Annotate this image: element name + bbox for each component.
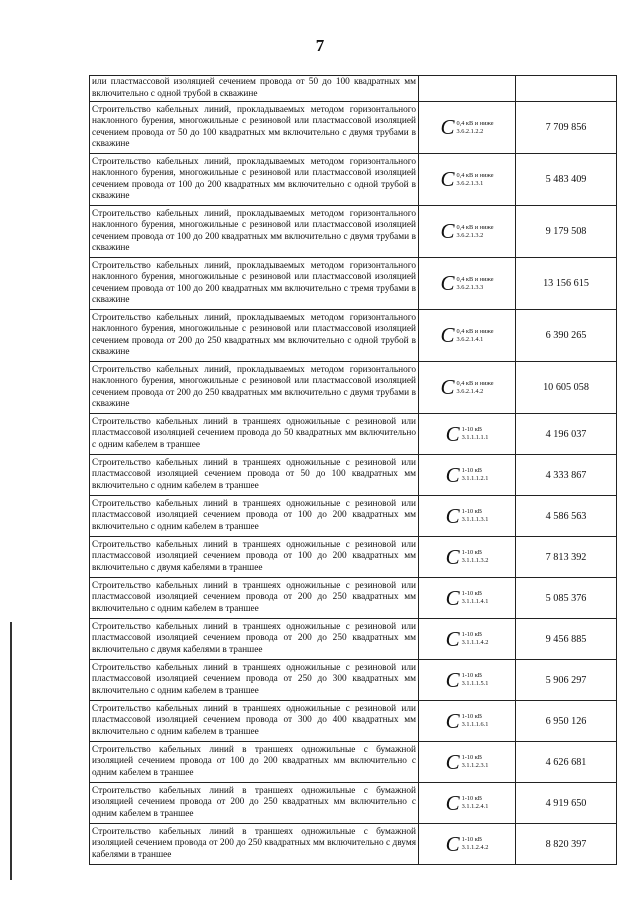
row-description: Строительство кабельных линий в траншеях одножильные с бумажной изоляцией сечением провода от 200 до 250 квадратных мм включительно с одним кабелем в траншее	[90, 783, 419, 824]
rate-indices	[462, 590, 489, 606]
table-row	[90, 258, 617, 310]
rate-code	[421, 585, 513, 610]
voltage-class: 1-10 кВ	[461, 754, 483, 761]
row-description: Строительство кабельных линий, прокладываемых методом горизонтального наклонного бурения, многожильные с резиновой или пластмассовой изоляцией сечением провода от 100 до 200 квадратных мм включительно с тремя трубами в скважине	[90, 258, 419, 310]
rate-code-cell	[419, 660, 516, 701]
table-row	[90, 578, 617, 619]
table-row	[90, 362, 617, 414]
rate-value: 8 820 397	[516, 824, 617, 865]
rate-code	[421, 273, 513, 294]
rate-value: 4 333 867	[516, 455, 617, 496]
rate-symbol: C	[440, 115, 455, 139]
voltage-class: 1-10 кВ	[461, 672, 483, 679]
rate-indices	[462, 672, 489, 688]
rate-indices	[462, 713, 489, 729]
rate-value: 9 456 885	[516, 619, 617, 660]
voltage-class: 0,4 кВ и ниже	[456, 379, 494, 387]
voltage-class: 1-10 кВ	[461, 508, 483, 515]
rate-code-cell	[419, 414, 516, 455]
rate-index: 3.1.1.2.4.2	[461, 844, 489, 851]
rate-code-cell	[419, 310, 516, 362]
margin-rule	[10, 622, 12, 880]
rate-symbol: C	[445, 585, 460, 610]
row-description: или пластмассовой изоляцией сечением провода от 50 до 100 квадратных мм включительно с одной трубой в скважине	[90, 76, 419, 102]
tariff-table-body	[90, 76, 617, 865]
rate-indices	[462, 754, 489, 770]
table-row	[90, 206, 617, 258]
voltage-class: 1-10 кВ	[461, 467, 483, 474]
row-description: Строительство кабельных линий в траншеях одножильные с резиновой или пластмассовой изоляцией сечением провода от 100 до 200 квадратных мм включительно с одним кабелем в траншее	[90, 496, 419, 537]
rate-indices	[456, 172, 493, 188]
tariff-table	[89, 75, 617, 865]
rate-indices	[456, 224, 493, 240]
rate-code	[421, 790, 513, 815]
rate-code	[421, 117, 513, 138]
row-description: Строительство кабельных линий, прокладываемых методом горизонтального наклонного бурения, многожильные с резиновой или пластмассовой изоляцией сечением провода от 200 до 250 квадратных мм включительно с одной трубой в скважине	[90, 310, 419, 362]
voltage-class: 1-10 кВ	[461, 795, 483, 802]
rate-symbol: C	[440, 271, 455, 295]
rate-code-cell	[419, 258, 516, 310]
rate-code	[421, 626, 513, 651]
voltage-class: 1-10 кВ	[461, 426, 483, 433]
rate-code-cell	[419, 783, 516, 824]
rate-indices	[462, 549, 489, 565]
table-row	[90, 619, 617, 660]
table-row	[90, 154, 617, 206]
rate-indices	[462, 836, 489, 852]
rate-code	[421, 667, 513, 692]
rate-index: 3.1.1.2.4.1	[461, 803, 489, 810]
voltage-class: 1-10 кВ	[461, 713, 483, 720]
rate-value: 4 919 650	[516, 783, 617, 824]
rate-symbol: C	[445, 749, 460, 774]
rate-code	[421, 749, 513, 774]
row-description: Строительство кабельных линий в траншеях одножильные с резиновой или пластмассовой изоляцией сечением провода от 100 до 200 квадратных мм включительно с двумя кабелями в траншее	[90, 537, 419, 578]
rate-symbol: C	[445, 626, 460, 651]
table-row	[90, 742, 617, 783]
rate-symbol: C	[445, 421, 460, 446]
rate-value: 13 156 615	[516, 258, 617, 310]
voltage-class: 0,4 кВ и ниже	[456, 223, 494, 231]
rate-code	[421, 544, 513, 569]
rate-index: 3.1.1.2.3.1	[461, 762, 489, 769]
rate-code	[421, 421, 513, 446]
row-description: Строительство кабельных линий, прокладываемых методом горизонтального наклонного бурения, многожильные с резиновой или пластмассовой изоляцией сечением провода от 100 до 200 квадратных мм включительно с двумя трубами в скважине	[90, 206, 419, 258]
rate-symbol: C	[440, 375, 455, 399]
table-row	[90, 455, 617, 496]
rate-value: 5 483 409	[516, 154, 617, 206]
voltage-class: 1-10 кВ	[461, 836, 483, 843]
rate-value: 4 196 037	[516, 414, 617, 455]
row-description: Строительство кабельных линий в траншеях одножильные с резиновой или пластмассовой изоляцией сечением провода до 50 квадратных мм включительно с одним кабелем в траншее	[90, 414, 419, 455]
rate-value: 5 085 376	[516, 578, 617, 619]
rate-code-cell	[419, 742, 516, 783]
rate-code	[421, 325, 513, 346]
rate-indices	[456, 328, 493, 344]
rate-index: 3.1.1.1.3.2	[461, 557, 489, 564]
rate-indices	[462, 795, 489, 811]
rate-index: 3.1.1.1.2.1	[461, 475, 489, 482]
rate-code-cell	[419, 455, 516, 496]
table-row	[90, 783, 617, 824]
rate-index: 3.1.1.1.5.1	[461, 680, 489, 687]
rate-symbol: C	[440, 167, 455, 191]
rate-indices	[456, 276, 493, 292]
row-description: Строительство кабельных линий в траншеях одножильные с бумажной изоляцией сечением провода от 200 до 250 квадратных мм включительно с двумя кабелями в траншее	[90, 824, 419, 865]
rate-value: 5 906 297	[516, 660, 617, 701]
row-description: Строительство кабельных линий, прокладываемых методом горизонтального наклонного бурения, многожильные с резиновой или пластмассовой изоляцией сечением провода от 100 до 200 квадратных мм включительно с одной трубой в скважине	[90, 154, 419, 206]
table-row	[90, 824, 617, 865]
rate-index: 3.6.2.1.4.1	[456, 335, 484, 343]
row-description: Строительство кабельных линий, прокладываемых методом горизонтального наклонного бурения, многожильные с резиновой или пластмассовой изоляцией сечением провода от 200 до 250 квадратных мм включительно с двумя трубами в скважине	[90, 362, 419, 414]
table-row	[90, 414, 617, 455]
rate-value: 4 626 681	[516, 742, 617, 783]
rate-symbol: C	[445, 790, 460, 815]
row-description: Строительство кабельных линий в траншеях одножильные с резиновой или пластмассовой изоляцией сечением провода от 200 до 250 квадратных мм включительно с двумя кабелями в траншее	[90, 619, 419, 660]
rate-value: 7 813 392	[516, 537, 617, 578]
table-row	[90, 310, 617, 362]
row-description: Строительство кабельных линий в траншеях одножильные с резиновой или пластмассовой изоляцией сечением провода от 250 до 300 квадратных мм включительно с одним кабелем в траншее	[90, 660, 419, 701]
rate-value: 10 605 058	[516, 362, 617, 414]
rate-value	[516, 76, 617, 102]
voltage-class: 1-10 кВ	[461, 631, 483, 638]
table-row	[90, 102, 617, 154]
rate-value: 6 950 126	[516, 701, 617, 742]
table-row	[90, 537, 617, 578]
rate-index: 3.1.1.1.4.2	[461, 639, 489, 646]
rate-symbol: C	[445, 544, 460, 569]
table-row	[90, 496, 617, 537]
rate-code	[421, 831, 513, 856]
rate-symbol: C	[440, 323, 455, 347]
rate-code-cell	[419, 362, 516, 414]
rate-code	[421, 708, 513, 733]
rate-indices	[456, 120, 493, 136]
rate-code	[421, 462, 513, 487]
rate-symbol: C	[445, 831, 460, 856]
rate-code-cell	[419, 76, 516, 102]
rate-index: 3.6.2.1.4.2	[456, 387, 484, 395]
voltage-class: 0,4 кВ и ниже	[456, 327, 494, 335]
rate-index: 3.1.1.1.4.1	[461, 598, 489, 605]
rate-indices	[462, 508, 489, 524]
rate-code	[421, 503, 513, 528]
voltage-class: 1-10 кВ	[461, 549, 483, 556]
table-row	[90, 701, 617, 742]
rate-code-cell	[419, 496, 516, 537]
rate-indices	[456, 380, 493, 396]
rate-symbol: C	[445, 503, 460, 528]
rate-symbol: C	[445, 462, 460, 487]
rate-index: 3.6.2.1.3.3	[456, 283, 484, 291]
rate-symbol: C	[445, 667, 460, 692]
rate-value: 7 709 856	[516, 102, 617, 154]
row-description: Строительство кабельных линий в траншеях одножильные с резиновой или пластмассовой изоляцией сечением провода от 300 до 400 квадратных мм включительно с одним кабелем в траншее	[90, 701, 419, 742]
rate-symbol: C	[440, 219, 455, 243]
rate-code-cell	[419, 102, 516, 154]
rate-indices	[462, 467, 489, 483]
table-row	[90, 76, 617, 102]
rate-code-cell	[419, 701, 516, 742]
voltage-class: 0,4 кВ и ниже	[456, 275, 494, 283]
rate-value: 4 586 563	[516, 496, 617, 537]
voltage-class: 0,4 кВ и ниже	[456, 119, 494, 127]
rate-code-cell	[419, 578, 516, 619]
rate-code	[421, 377, 513, 398]
table-row	[90, 660, 617, 701]
page-number: 7	[315, 36, 325, 55]
rate-code	[421, 169, 513, 190]
row-description: Строительство кабельных линий, прокладываемых методом горизонтального наклонного бурения, многожильные с резиновой или пластмассовой изоляцией сечением провода от 50 до 100 квадратных мм включительно с двумя трубами в скважине	[90, 102, 419, 154]
rate-indices	[462, 631, 489, 647]
voltage-class: 1-10 кВ	[461, 590, 483, 597]
rate-code-cell	[419, 537, 516, 578]
row-description: Строительство кабельных линий в траншеях одножильные с резиновой или пластмассовой изоляцией сечением провода от 200 до 250 квадратных мм включительно с одним кабелем в траншее	[90, 578, 419, 619]
voltage-class: 0,4 кВ и ниже	[456, 171, 494, 179]
rate-symbol: C	[445, 708, 460, 733]
rate-index: 3.6.2.1.2.2	[456, 127, 484, 135]
rate-code	[421, 221, 513, 242]
rate-index: 3.6.2.1.3.1	[456, 179, 484, 187]
rate-index: 3.6.2.1.3.2	[456, 231, 484, 239]
rate-code-cell	[419, 206, 516, 258]
rate-code-cell	[419, 619, 516, 660]
rate-code-cell	[419, 824, 516, 865]
rate-indices	[462, 426, 489, 442]
rate-value: 6 390 265	[516, 310, 617, 362]
rate-index: 3.1.1.1.1.1	[461, 434, 489, 441]
rate-code-cell	[419, 154, 516, 206]
rate-value: 9 179 508	[516, 206, 617, 258]
row-description: Строительство кабельных линий в траншеях одножильные с бумажной изоляцией сечением провода от 100 до 200 квадратных мм включительно с одним кабелем в траншее	[90, 742, 419, 783]
rate-index: 3.1.1.1.3.1	[461, 516, 489, 523]
rate-index: 3.1.1.1.6.1	[461, 721, 489, 728]
row-description: Строительство кабельных линий в траншеях одножильные с резиновой или пластмассовой изоляцией сечением провода от 50 до 100 квадратных мм включительно с одним кабелем в траншее	[90, 455, 419, 496]
